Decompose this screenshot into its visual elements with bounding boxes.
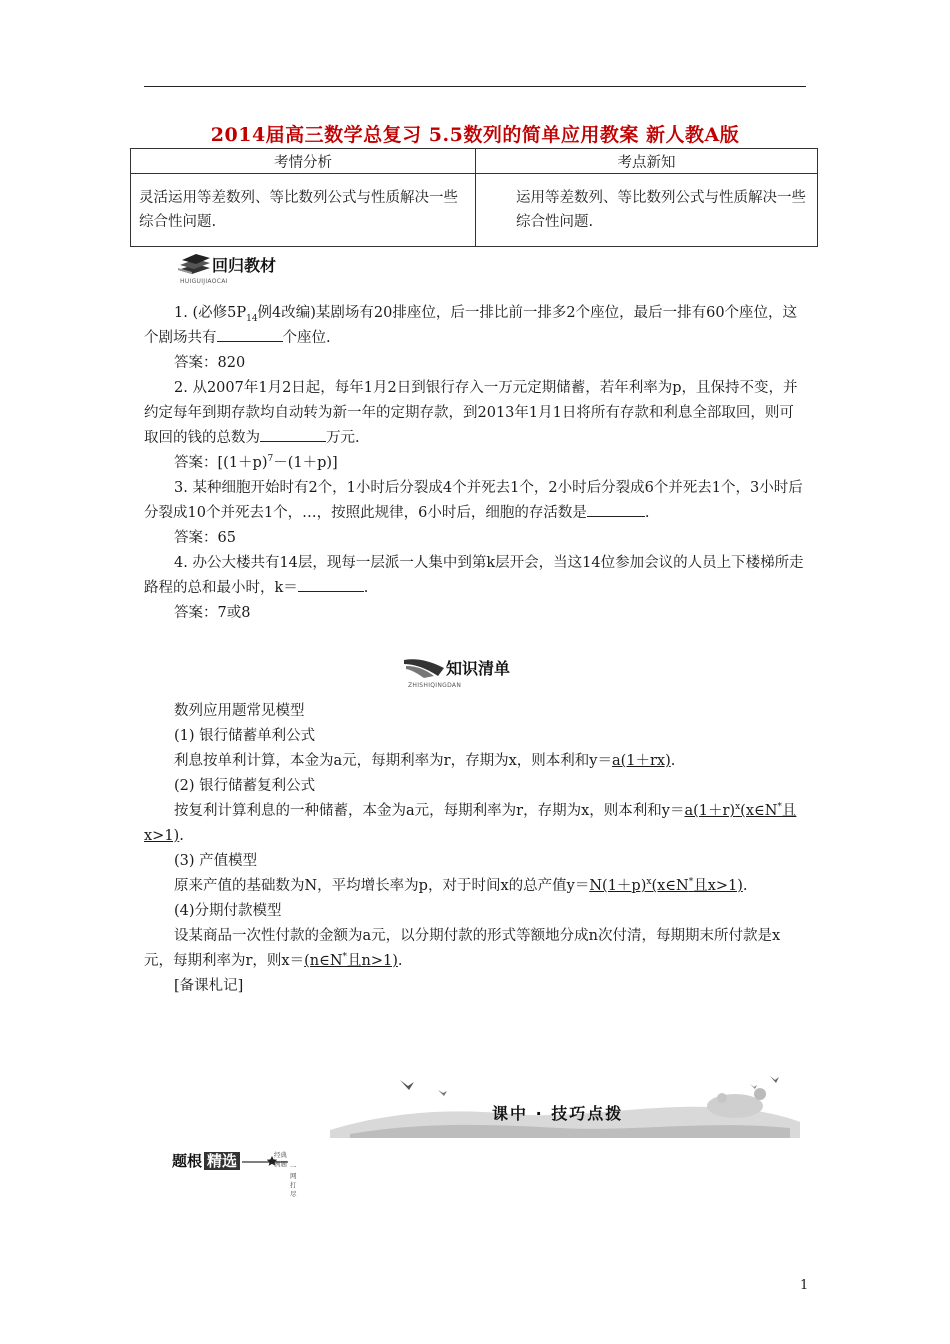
- answer-1: 答案：820: [174, 355, 246, 371]
- lesson-notes: [备课札记]: [174, 978, 244, 994]
- page-number: 1: [800, 1278, 809, 1293]
- model-2-title: (2) 银行储蓄复利公式: [174, 778, 316, 794]
- section-badge-zhishi: [404, 654, 511, 689]
- tigen-small-2: 一网打尽: [290, 1163, 297, 1198]
- answer-blank: [298, 577, 364, 592]
- tigen-tag: [172, 1148, 297, 1198]
- model-3-title: (3) 产值模型: [174, 853, 258, 869]
- answer-3: 答案：65: [174, 530, 236, 546]
- table-cell-knowledge: 运用等差数列、等比数列公式与性质解决一些综合性问题.: [476, 174, 818, 247]
- table-header-analysis: 考情分析: [131, 149, 476, 174]
- model-1-text: 利息按单利计算，本金为a元，每期利率为r，存期为x，则本利和y＝a(1＋rx).: [174, 753, 676, 769]
- top-rule: [144, 86, 806, 87]
- review-questions: [144, 301, 806, 626]
- answer-blank: [587, 502, 645, 517]
- question-1: 1. (必修$5P_{14}$例4改编)某剧场有20排座位，后一排比前一排多2个座位，最后一排有60个座位，这个剧场共有 个座位.: [144, 305, 798, 346]
- model-1-title: (1) 银行储蓄单利公式: [174, 728, 316, 744]
- book-stack-icon: [176, 252, 212, 276]
- section-label-zhishi: 知识清单: [446, 658, 511, 678]
- knowledge-heading: 数列应用题常见模型: [174, 703, 305, 719]
- bird-icon: [400, 1080, 414, 1090]
- model-4-text: 设某商品一次性付款的金额为a元，以分期付款的形式等额地分成n次付清，每期期末所付款是x元，每期利率为r，则x＝(n∈N*且n>1).: [144, 928, 781, 969]
- model-4-title: (4)分期付款模型: [174, 903, 282, 919]
- question-4: 4. 办公大楼共有14层，现每一层派一人集中到第k层开会，当这14位参加会议的人员上下楼梯所走路程的总和最小时，k＝ .: [144, 555, 804, 596]
- arrow-swoosh-icon: [404, 654, 446, 680]
- section-pinyin-zhishi: ZHISHIQINGDAN: [408, 682, 462, 689]
- model-2-text: 按复利计算利息的一种储蓄，本金为a元，每期利率为r，存期为x，则本利和$y=a(1+r)^x(x\in N^*$且x>1).: [144, 802, 797, 844]
- model-3-text: 原来产值的基础数为N，平均增长率为p，对于时间x的总产值$y=N(1+p)^x(x\in N^*$且x>1).: [174, 877, 748, 894]
- answer-4: 答案：7或8: [174, 605, 251, 621]
- answer-blank: [260, 427, 326, 442]
- question-2: 2. 从2007年1月2日起，每年1月2日到银行存入一万元定期储蓄，若年利率为p，且保持不变，并约定每年到期存款均自动转为新一年的定期存款，到2013年1月1日将所有存款和利息全部取回，则可取回的钱的总数为 万元.: [144, 380, 798, 446]
- section-label-huigui: 回归教材: [212, 255, 277, 275]
- tigen-label: 题根 精选: [172, 1150, 242, 1171]
- document-title: 2014届高三数学总复习 5.5数列的简单应用教案 新人教A版: [210, 124, 740, 146]
- info-table: [130, 148, 818, 247]
- knowledge-list: [144, 699, 806, 999]
- answer-blank: [217, 327, 283, 342]
- answer-2: 答案：$[(1+p)^7-(1+p)]$: [174, 454, 338, 471]
- table-header-knowledge: 考点新知: [476, 149, 818, 174]
- section-badge-huigui: [176, 252, 277, 285]
- tigen-small-1: 经典例题: [274, 1151, 287, 1168]
- question-3: 3. 某种细胞开始时有2个，1小时后分裂成4个并死去1个，2小时后分裂成6个并死去1个，3小时后分裂成10个并死去1个，…，按照此规律，6小时后，细胞的存活数是 .: [144, 480, 803, 521]
- banner-title: 课中 · 技巧点拨: [492, 1104, 624, 1123]
- table-cell-analysis: 灵活运用等差数列、等比数列公式与性质解决一些综合性问题.: [131, 174, 476, 247]
- section-pinyin-huigui: HUIGUIJIAOCAI: [180, 278, 228, 285]
